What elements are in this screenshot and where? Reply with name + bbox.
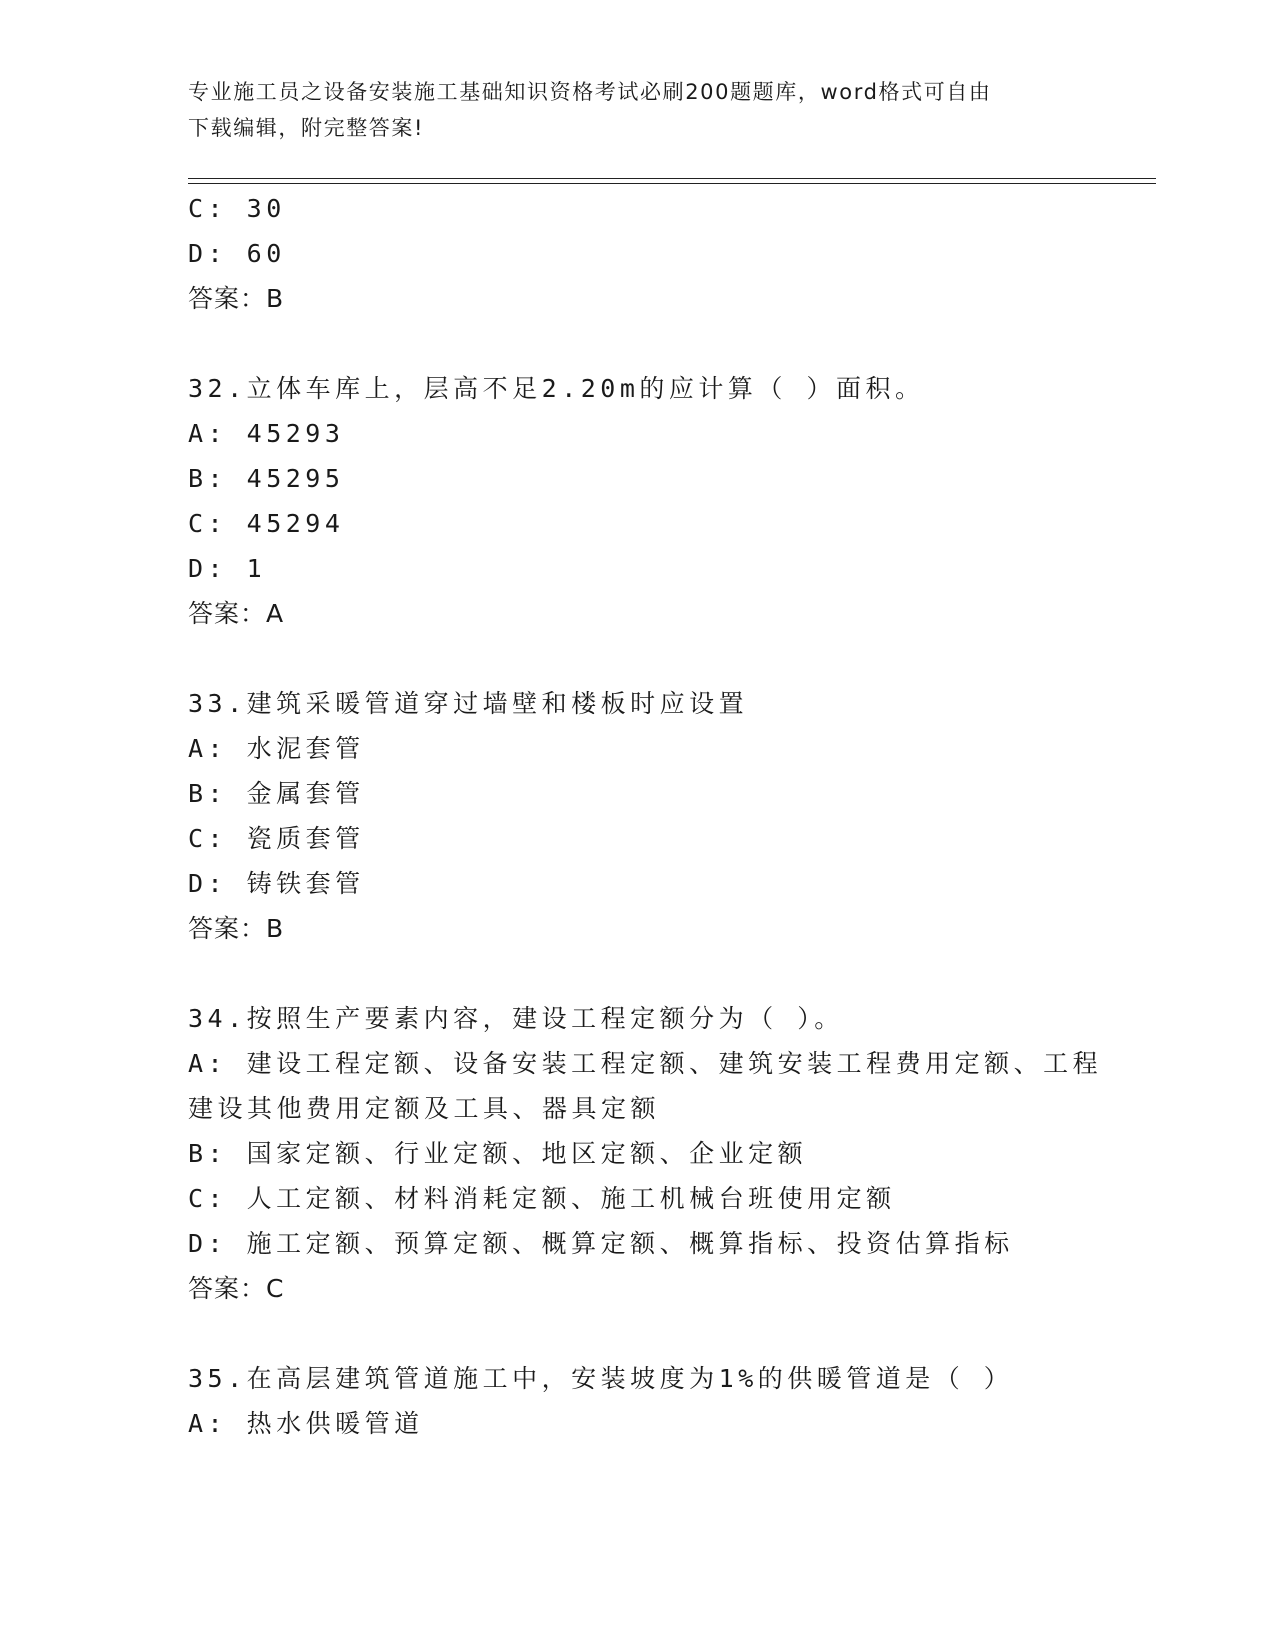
prev-option-d: D: 60 xyxy=(188,239,286,268)
question-34-option-d: D: 施工定额、预算定额、概算定额、概算指标、投资估算指标 xyxy=(188,1229,1014,1258)
question-34-option-b: B: 国家定额、行业定额、地区定额、企业定额 xyxy=(188,1139,808,1168)
question-33-option-a: A: 水泥套管 xyxy=(188,734,365,763)
question-35-text: 35.在高层建筑管道施工中，安装坡度为1%的供暖管道是（ ） xyxy=(188,1364,1014,1393)
header-divider-bottom xyxy=(188,183,1156,184)
question-34-option-c: C: 人工定额、材料消耗定额、施工机械台班使用定额 xyxy=(188,1184,896,1213)
question-33-option-b: B: 金属套管 xyxy=(188,779,365,808)
header-line-1: 专业施工员之设备安装施工基础知识资格考试必刷200题题库，word格式可自由 xyxy=(188,80,992,104)
question-34-option-a-continued: 建设其他费用定额及工具、器具定额 xyxy=(188,1094,661,1123)
header-divider-top xyxy=(188,178,1156,179)
prev-option-c: C: 30 xyxy=(188,194,286,223)
question-34-text: 34.按照生产要素内容，建设工程定额分为（ ）。 xyxy=(188,1004,844,1033)
document-header xyxy=(188,74,1088,146)
question-32-option-a: A: 45293 xyxy=(188,419,345,448)
question-35-option-a: A: 热水供暖管道 xyxy=(188,1409,424,1438)
header-line-2: 下载编辑，附完整答案! xyxy=(188,116,425,140)
question-32-option-d: D: 1 xyxy=(188,554,267,583)
question-32-text: 32.立体车库上，层高不足2.20m的应计算（ ）面积。 xyxy=(188,374,925,403)
question-33-text: 33.建筑采暖管道穿过墙壁和楼板时应设置 xyxy=(188,689,749,718)
question-32-option-b: B: 45295 xyxy=(188,464,345,493)
question-34-answer: 答案：C xyxy=(188,1274,285,1303)
question-33-answer: 答案：B xyxy=(188,914,285,943)
prev-answer: 答案：B xyxy=(188,284,285,313)
question-32-answer: 答案：A xyxy=(188,599,285,628)
question-33-option-c: C: 瓷质套管 xyxy=(188,824,365,853)
question-32-option-c: C: 45294 xyxy=(188,509,345,538)
question-33-option-d: D: 铸铁套管 xyxy=(188,869,365,898)
question-34-option-a: A: 建设工程定额、设备安装工程定额、建筑安装工程费用定额、工程 xyxy=(188,1049,1103,1078)
